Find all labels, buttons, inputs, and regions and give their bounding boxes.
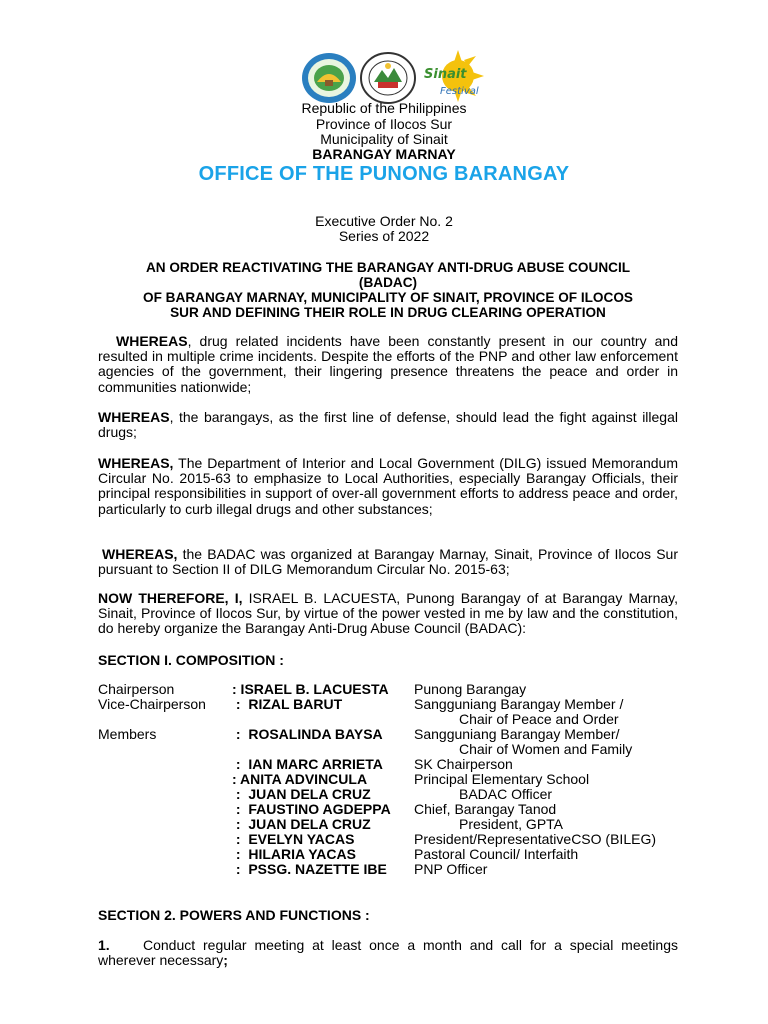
whereas-text: The Department of Interior and Local Government (DILG) issued Memorandum Circular No. 2015-63 to emphasize to Local Authorities, especially Barangay Officials, their principal responsibilities in support of over-all government efforts to address peace and order, particularly to curb illegal drugs and other substances; <box>98 455 678 517</box>
whereas-clause-4 <box>98 547 678 577</box>
whereas-clause-1 <box>98 334 678 395</box>
svg-text:Sinait: Sinait <box>424 67 467 82</box>
now-therefore-lead: NOW THEREFORE, I, <box>98 590 243 606</box>
municipality-sinait-seal-logo <box>360 52 416 104</box>
composition-row <box>98 847 718 862</box>
composition-row <box>98 832 718 847</box>
member-position: Pastoral Council/ Interfaith <box>414 846 579 862</box>
order-number: Executive Order No. 2 <box>315 213 453 229</box>
composition-row <box>98 802 718 817</box>
composition-row <box>98 772 718 787</box>
whereas-text: , the barangays, as the first line of defense, should lead the fight against illegal drugs; <box>98 409 678 441</box>
function-item <box>98 938 678 968</box>
republic-line: Republic of the Philippines <box>301 100 467 116</box>
now-therefore-clause <box>98 591 678 637</box>
composition-row <box>98 682 718 697</box>
whereas-lead: WHEREAS <box>98 409 170 425</box>
role-label: Members <box>98 726 157 742</box>
member-name: : HILARIA YACAS <box>232 846 356 862</box>
order-title-line-1: AN ORDER REACTIVATING THE BARANGAY ANTI-DRUG ABUSE COUNCIL <box>145 260 631 275</box>
member-name: : JUAN DELA CRUZ <box>232 816 371 832</box>
member-name: : ISRAEL B. LACUESTA <box>232 681 389 697</box>
member-position: PNP Officer <box>414 861 488 877</box>
punong-barangay-name: ISRAEL B. LACUESTA <box>242 590 397 606</box>
barangay-seal-logo <box>301 52 357 104</box>
member-position-sub: Chair of Women and Family <box>459 741 633 757</box>
whereas-clause-2 <box>98 410 678 440</box>
order-title-line-3: OF BARANGAY MARNAY, MUNICIPALITY OF SINAIT, PROVINCE OF ILOCOS <box>143 290 633 305</box>
whereas-text: the BADAC was organized at Barangay Marnay, Sinait, Province of Ilocos Sur pursuant to Section II of DILG Memorandum Circular No. 2015-63; <box>98 546 678 578</box>
item-number: 1. <box>98 937 110 953</box>
whereas-lead: WHEREAS, <box>102 546 178 562</box>
member-position: Punong Barangay <box>414 681 527 697</box>
composition-row <box>98 817 718 832</box>
now-therefore-text: , Punong Barangay of at Barangay Marnay, Sinait, Province of Ilocos Sur, by virtue of the power vested in me by law and the constitution, do hereby organize the Barangay Anti-Drug Abuse Council (BADAC): <box>98 590 678 637</box>
role-label: Vice-Chairperson <box>98 696 206 712</box>
item-text: Conduct regular meeting at least once a month and call for a special meetings wherever necessary <box>98 937 678 969</box>
svg-text:Festival: Festival <box>440 86 479 97</box>
member-position: Sangguniang Barangay Member/ <box>414 726 620 742</box>
barangay-line: BARANGAY MARNAY <box>312 146 456 162</box>
member-position-sub: BADAC Officer <box>459 786 553 802</box>
logo-row <box>0 48 768 108</box>
whereas-lead: WHEREAS <box>116 333 188 349</box>
member-name: : IAN MARC ARRIETA <box>232 756 383 772</box>
member-position: President/RepresentativeCSO (BILEG) <box>414 831 656 847</box>
composition-row <box>98 697 718 712</box>
item-end: ; <box>223 952 228 969</box>
member-position-sub: Chair of Peace and Order <box>459 711 619 727</box>
office-title: OFFICE OF THE PUNONG BARANGAY <box>198 163 570 185</box>
whereas-lead: WHEREAS, <box>98 455 174 471</box>
order-title-line-4: SUR AND DEFINING THEIR ROLE IN DRUG CLEARING OPERATION <box>170 305 606 320</box>
member-position: SK Chairperson <box>414 756 513 772</box>
member-name: : ROSALINDA BAYSA <box>232 726 383 742</box>
order-title-line-2: (BADAC) <box>358 275 418 290</box>
member-name: : PSSG. NAZETTE IBE <box>232 861 387 877</box>
member-name: : RIZAL BARUT <box>232 696 343 712</box>
composition-row <box>98 712 718 727</box>
member-position-sub: President, GPTA <box>459 816 564 832</box>
whereas-text: , drug related incidents have been constantly present in our country and resulted in multiple crime incidents. Despite the efforts of the PNP and other law enforcement agencies of the government, their lingering presence threatens the peace and order in communities nationwide; <box>98 333 678 395</box>
composition-row <box>98 742 718 757</box>
role-label: Chairperson <box>98 681 175 697</box>
composition-row <box>98 862 718 877</box>
order-series: Series of 2022 <box>338 228 430 244</box>
member-position: Sangguniang Barangay Member / <box>414 696 624 712</box>
province-line: Province of Ilocos Sur <box>315 116 453 132</box>
member-name: : EVELYN YACAS <box>232 831 355 847</box>
composition-row <box>98 727 718 742</box>
member-position: Principal Elementary School <box>414 771 590 787</box>
sinait-festival-sun-logo <box>418 48 490 106</box>
member-name: : JUAN DELA CRUZ <box>232 786 371 802</box>
whereas-clause-3 <box>98 456 678 517</box>
section-2-heading: SECTION 2. POWERS AND FUNCTIONS : <box>98 907 370 923</box>
composition-row <box>98 757 718 772</box>
municipality-line: Municipality of Sinait <box>320 131 448 147</box>
composition-row <box>98 787 718 802</box>
member-position: Chief, Barangay Tanod <box>414 801 557 817</box>
section-1-heading: SECTION I. COMPOSITION : <box>98 652 284 668</box>
member-name: : ANITA ADVINCULA <box>232 771 368 787</box>
member-name: : FAUSTINO AGDEPPA <box>232 801 391 817</box>
